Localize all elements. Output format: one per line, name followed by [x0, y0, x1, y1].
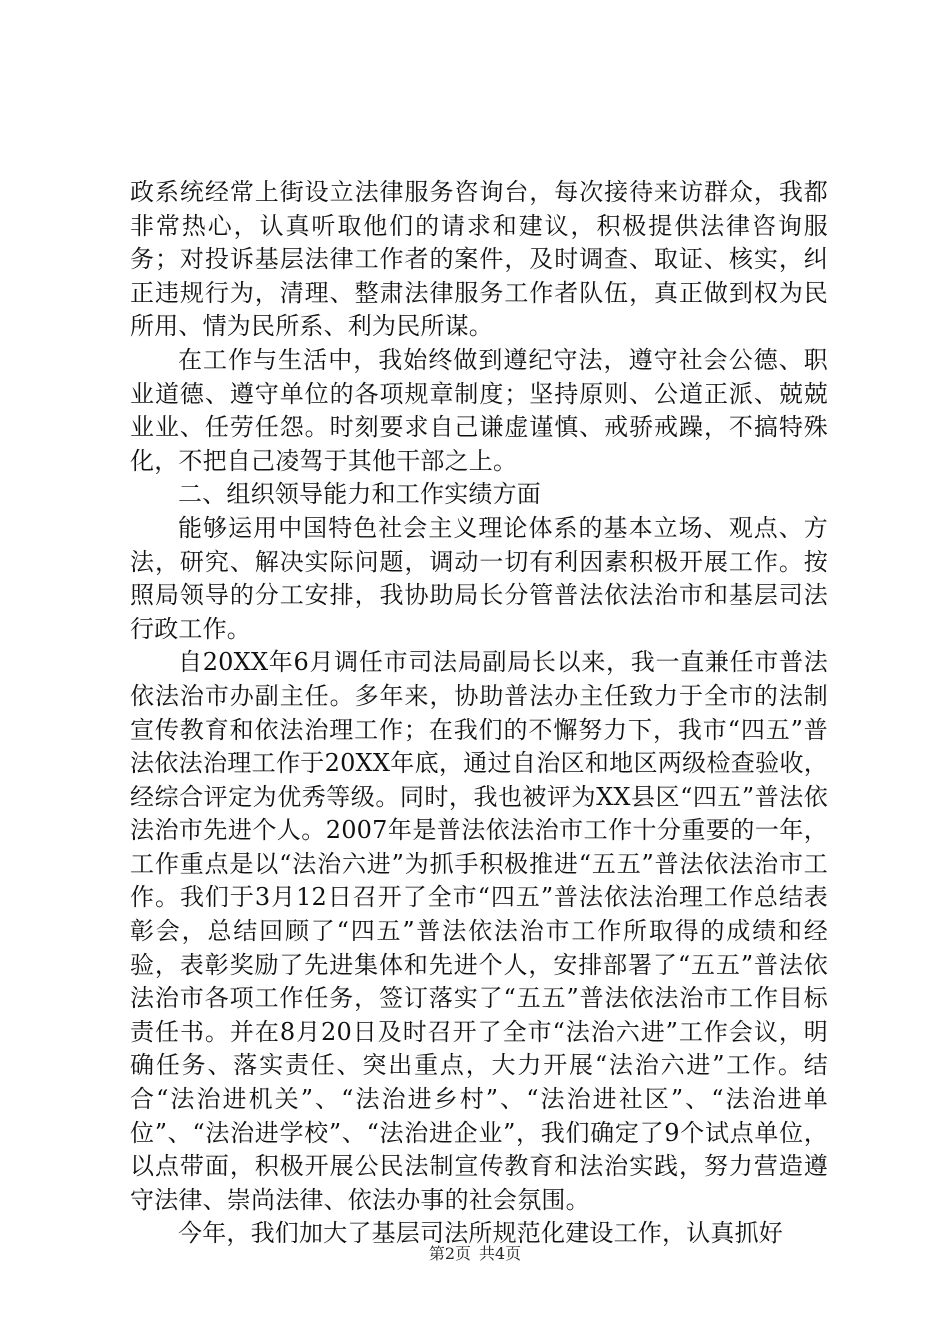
- section-heading: 二、组织领导能力和工作实绩方面: [178, 480, 541, 509]
- page-total: 共4页: [479, 1244, 522, 1263]
- paragraph-4: 自20XX年6月调任市司法局副局长以来，我一直兼任市普法依法治市办副主任。多年来，协助普法办主任致力于全市的法制宣传教育和依法治理工作；在我们的不懈努力下，我市“四五”普法依法治理工作于20XX年底，通过自治区和地区两级检查验收，经综合评定为优秀等级。同时，我也被评为XX县区“四五”普法依法治市先进个人。2007年是普法依法治市工作十分重要的一年，工作重点是以“法治六进”为抓手积极推进“五五”普法依法治市工作。我们于3月12日召开了全市“四五”普法依法治理工作总结表彰会，总结回顾了“四五”普法依法治市工作所取得的成绩和经验，表彰奖励了先进集体和先进个人，安排部署了“五五”普法依法治市各项工作任务，签订落实了“五五”普法依法治市工作目标责任书。并在8月20日及时召开了全市“法治六进”工作会议，明确任务、落实责任、突出重点，大力开展“法治六进”工作。结合“法治进机关”、“法治进乡村”、“法治进社区”、“法治进单位”、“法治进学校”、“法治进企业”，我们确定了9个试点单位，以点带面，积极开展公民法制宣传教育和法治实践，努力营造遵守法律、崇尚法律、依法办事的社会氛围。: [130, 648, 828, 1214]
- paragraph-2: 在工作与生活中，我始终做到遵纪守法，遵守社会公德、职业道德、遵守单位的各项规章制度；坚持原则、公道正派、兢兢业业、任劳任怨。时刻要求自己谦虚谨慎、戒骄戒躁，不搞特殊化，不把自己凌驾于其他干部之上。: [130, 345, 828, 475]
- page-number: 第2页: [428, 1244, 471, 1263]
- page-footer: [0, 1244, 950, 1264]
- paragraph-1: 政系统经常上街设立法律服务咨询台，每次接待来访群众，我都非常热心，认真听取他们的请求和建议，积极提供法律咨询服务；对投诉基层法律工作者的案件，及时调查、取证、核实，纠正违规行为，清理、整肃法律服务工作者队伍，真正做到权为民所用、情为民所系、利为民所谋。: [130, 178, 828, 341]
- document-body: [130, 176, 828, 1251]
- paragraph-5: 今年，我们加大了基层司法所规范化建设工作，认真抓好: [178, 1219, 783, 1248]
- paragraph-3: 能够运用中国特色社会主义理论体系的基本立场、观点、方法，研究、解决实际问题，调动一切有利因素积极开展工作。按照局领导的分工安排，我协助局长分管普法依法治市和基层司法行政工作。: [130, 513, 828, 643]
